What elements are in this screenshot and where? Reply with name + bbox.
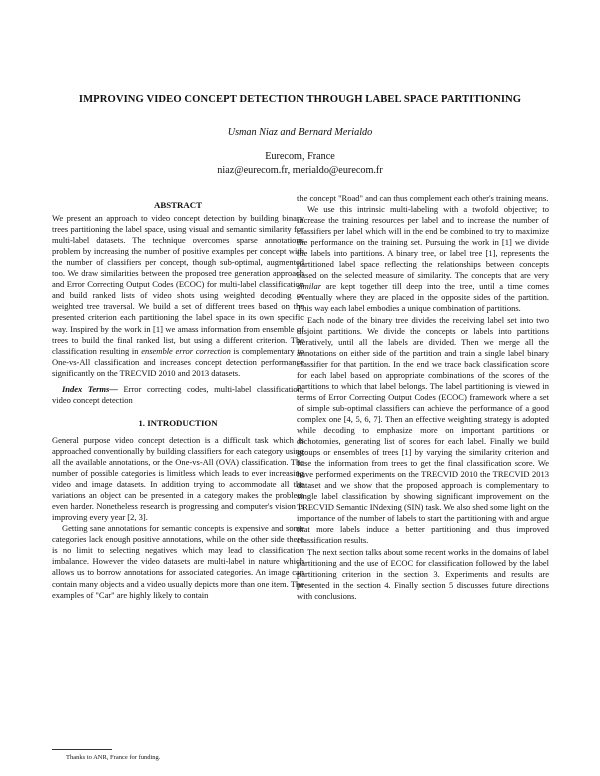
abstract-text-part1: We present an approach to video concept detection by building binary trees partitioning the label space, using visual and semantic similarity for multi-label datasets. The technique overcomes sparse annotations problem by increasing the number of positive examples per concept with the number of classifiers per concept, though sub-optimal, augmented too. We draw similarities between the proposed tree generation approach and Error Correcting Output Codes (ECOC) for multi-label classification and build ranked lists of video shots using weighted decoding or weighted tree traversal. We build a set of different trees based on the presented criterion each partitioning the label space in its own specific way. Inspired by the work in [1] we amass information from ensemble of trees to build the final ranked list, but using a different criterion. The classification resulting in (52, 213, 304, 356)
right-paragraph-1 (297, 204, 549, 314)
footnote-rule (52, 749, 112, 750)
abstract-text-part2: is complementary to One-vs-All classification and increases concept detection performance significantly on the TRECVID 2010 and 2013 datasets. (52, 345, 305, 378)
paper-title: IMPROVING VIDEO CONCEPT DETECTION THROUGH LABEL SPACE PARTITIONING (78, 94, 522, 105)
right-paragraph-1-text: We use this intrinsic multi-labeling with a twofold objective; to increase the training resources per label and to increase the number of classifiers per label which will in the end be combined to try to maximize the performance on the training set. Pursuing the work in [1] we divide the labels into partitions. A binary tree, or label tree [1], represents the partitioned label space reflecting the relationships between concepts based on the selected measure of similarity. The concepts that are very (297, 204, 549, 281)
right-paragraph-3: The next section talks about some recent works in the domains of label partitioning and the use of ECOC for classification followed by the label partitioning criterion in the section 3. Experiments and results are presented in the section 4. Finally section 5 discusses future directions with conclusions. (297, 546, 549, 601)
author-emails: niaz@eurecom.fr, merialdo@eurecom.fr (217, 165, 383, 176)
intro-paragraph-1: General purpose video concept detection is a difficult task which is approached conventionally by building classifiers for each category using all the available annotations, or the One-vs-All (OVA) classification. The number of possible categories is limitless which leads to ever increasing video and image datasets. In addition trying to accommodate all the variations an object can be presented in a category makes the problem even harder. Nonetheless research is progressing and computer's vision is improving every year [2, 3]. (52, 434, 304, 523)
abstract-text (52, 213, 304, 379)
affiliation: Eurecom, France (265, 151, 335, 162)
paper-authors: Usman Niaz and Bernard Merialdo (227, 127, 373, 138)
right-column (297, 193, 549, 602)
right-paragraph-0: the concept "Road" and can thus complement each other's training means. (297, 193, 549, 203)
right-paragraph-1-end: are kept together till deep into the tree, until a time comes eventually where they are placed in the opposite sides of the partition. This way each label embodies a unique combination of partitions. (297, 281, 549, 314)
affiliation-block (0, 150, 600, 178)
intro-paragraph-2: Getting sane annotations for semantic concepts is expensive and some categories lack enough positive annotations, while on the other side there is no limit to selecting negatives which may lead to classification imbalance. However the video datasets are multi-label in nature which allows us to borrow annotations for associated categories. An image can contain many objects and a video usually depicts more than one item. The examples of "Car" are highly likely to contain (52, 523, 304, 600)
abstract-emphasis: ensemble error correction (141, 345, 231, 356)
footnote: Thanks to ANR, France for funding. (66, 754, 161, 761)
introduction-heading: 1. INTRODUCTION (138, 417, 218, 428)
abstract-heading: ABSTRACT (154, 200, 202, 210)
right-paragraph-1-emphasis: similar (297, 281, 322, 292)
index-terms (52, 384, 304, 406)
index-terms-label: Index Terms— (62, 383, 118, 394)
left-column (52, 200, 304, 601)
right-paragraph-2: Each node of the binary tree divides the receiving label set into two disjoint partitions. We divide the concepts or labels into partitions iteratively, until all the labels are divided. Then we merge all the annotations on either side of the partition and train a single label binary classifier for that partition. In the end we trace back classification score for each label based on appropriate combinations of the scores of the partitions to which that label belongs. The label partitioning is viewed in terms of Error Correcting Output Codes (ECOC) framework where a set of simple sub-optimal classifiers can achieve the performance of a good complex one [4, 5, 6, 7]. Then an effective weighting strategy is adopted while decoding to emphasize more on important partitions or dichotomies, generating list of scores for each label. Finally we build groups or ensembles of trees [1] by varying the similarity criterion and fuse the information from trees to get the final classification score. We have performed experiments on the TRECVID 2010 the TRECVID 2013 dataset and we show that the proposed approach is complementary to single label classification by showing significant improvement on the TRECVID Semantic INdexing (SIN) task. We also shed some light on the importance of the number of labels to start the partitioning with and argue that more labels induce a better partitioning and thus improved classification results. (297, 314, 549, 546)
index-terms-text: Error correcting codes, multi-label classification, video concept detection (52, 383, 304, 405)
